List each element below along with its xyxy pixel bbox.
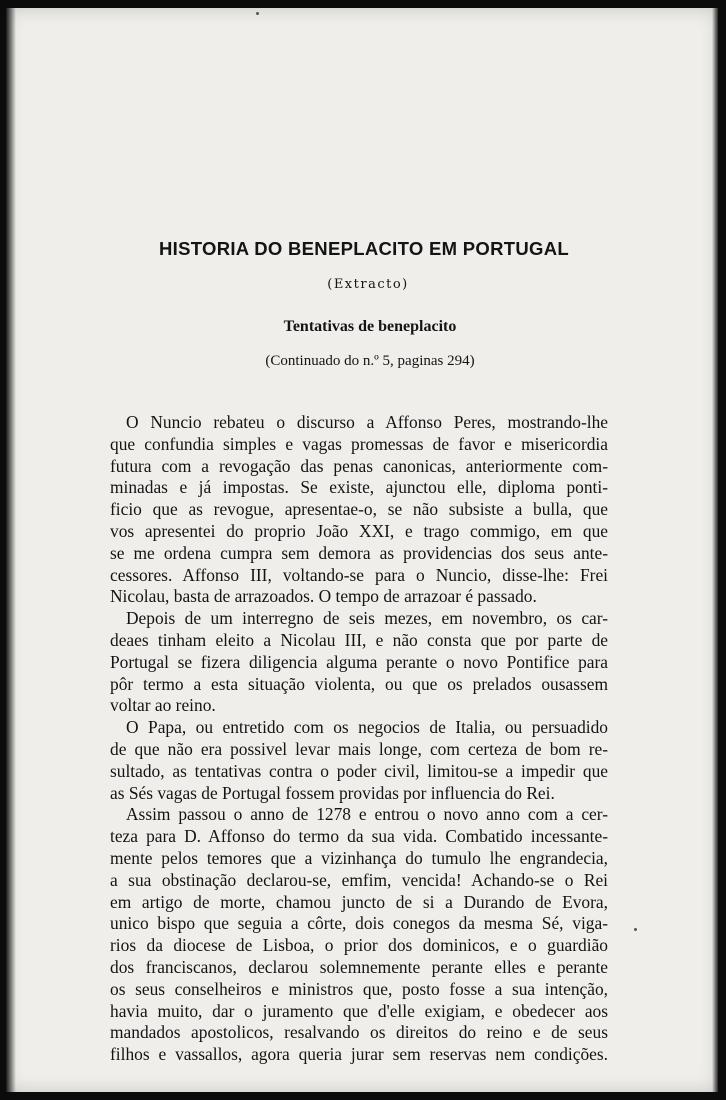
text-line: teza para D. Affonso do termo da sua vida. Combatido incessante- — [110, 826, 608, 847]
text-line: cessores. Affonso III, voltando-se para o Nuncio, disse-lhe: Frei — [110, 564, 608, 585]
text-line: voltar ao reino. — [110, 695, 216, 716]
text-line: ficio que as revogue, apresentae-o, se não subsiste a bulla, que — [110, 499, 608, 520]
scan-speck — [634, 928, 637, 931]
text-line: deaes tinham eleito a Nicolau III, e não consta que por parte de — [110, 629, 608, 650]
text-line: unico bispo que seguia a côrte, dois conegos da mesma Sé, viga- — [110, 913, 608, 934]
page-content — [110, 230, 608, 1066]
text-line: mente pelos temores que a vizinhança do tumulo lhe engrandecia, — [110, 847, 608, 868]
article-subtitle: (Extracto) — [327, 277, 409, 292]
article-body — [110, 412, 608, 1066]
text-line: minadas e já impostas. Se existe, ajunctou elle, diploma ponti- — [110, 477, 608, 498]
text-line: que confundia simples e vagas promessas de favor e misericordia — [110, 433, 608, 454]
text-line: vos apresentei do proprio João XXI, e trago commigo, em que — [110, 520, 608, 541]
text-line: os seus conselheiros e ministros que, posto fosse a sua intenção, — [110, 978, 608, 999]
text-line: O Papa, ou entretido com os negocios de Italia, ou persuadido — [126, 717, 608, 738]
text-line: havia muito, dar o juramento que d'elle exigiam, e obedecer aos — [110, 1000, 608, 1021]
text-line: a sua obstinação declarou-se, emfim, vencida! Achando-se o Rei — [110, 869, 608, 890]
text-line: Depois de um interregno de seis mezes, em novembro, os car- — [126, 608, 608, 629]
text-line: sultado, as tentativas contra o poder civil, limitou-se a impedir que — [110, 760, 608, 781]
scan-shadow-left — [6, 8, 16, 1092]
scan-speck — [256, 12, 259, 15]
text-line: dos franciscanos, declarou solemnemente perante elles e perante — [110, 956, 608, 977]
text-line: pôr termo a esta situação violenta, ou que os prelados ousassem — [110, 673, 608, 694]
text-line: rios da diocese de Lisboa, o prior dos dominicos, e o guardião — [110, 935, 608, 956]
text-line: Assim passou o anno de 1278 e entrou o novo anno com a cer- — [126, 804, 608, 825]
text-line: as Sés vagas de Portugal fossem providas por influencia do Rei. — [110, 782, 555, 803]
text-line: mandados apostolicos, resalvando os direitos do reino e de seus — [110, 1022, 608, 1043]
continuation-note: (Continuado do n.º 5, paginas 294) — [265, 353, 475, 369]
text-line: de que não era possivel levar mais longe, com certeza de bom re- — [110, 738, 608, 759]
article-title: HISTORIA DO BENEPLACITO EM PORTUGAL — [159, 238, 569, 259]
scan-shadow-right — [712, 8, 718, 1092]
text-line: futura com a revogação das penas canonicas, anteriormente com- — [110, 455, 608, 476]
text-line: filhos e vassallos, agora queria jurar sem reservas nem condições. — [110, 1044, 608, 1065]
text-line: em artigo de morte, chamou juncto de si a Durando de Evora, — [110, 891, 608, 912]
scanned-page — [6, 8, 718, 1092]
text-line: O Nuncio rebateu o discurso a Affonso Peres, mostrando-lhe — [126, 412, 608, 432]
text-line: se me ordena cumpra sem demora as providencias dos seus ante- — [110, 542, 608, 563]
text-line: Portugal se fizera diligencia alguma perante o novo Pontifice para — [110, 651, 608, 672]
text-line: Nicolau, basta de arrazoados. O tempo de arrazoar é passado. — [110, 586, 537, 607]
section-title: Tentativas de beneplacito — [283, 318, 457, 335]
